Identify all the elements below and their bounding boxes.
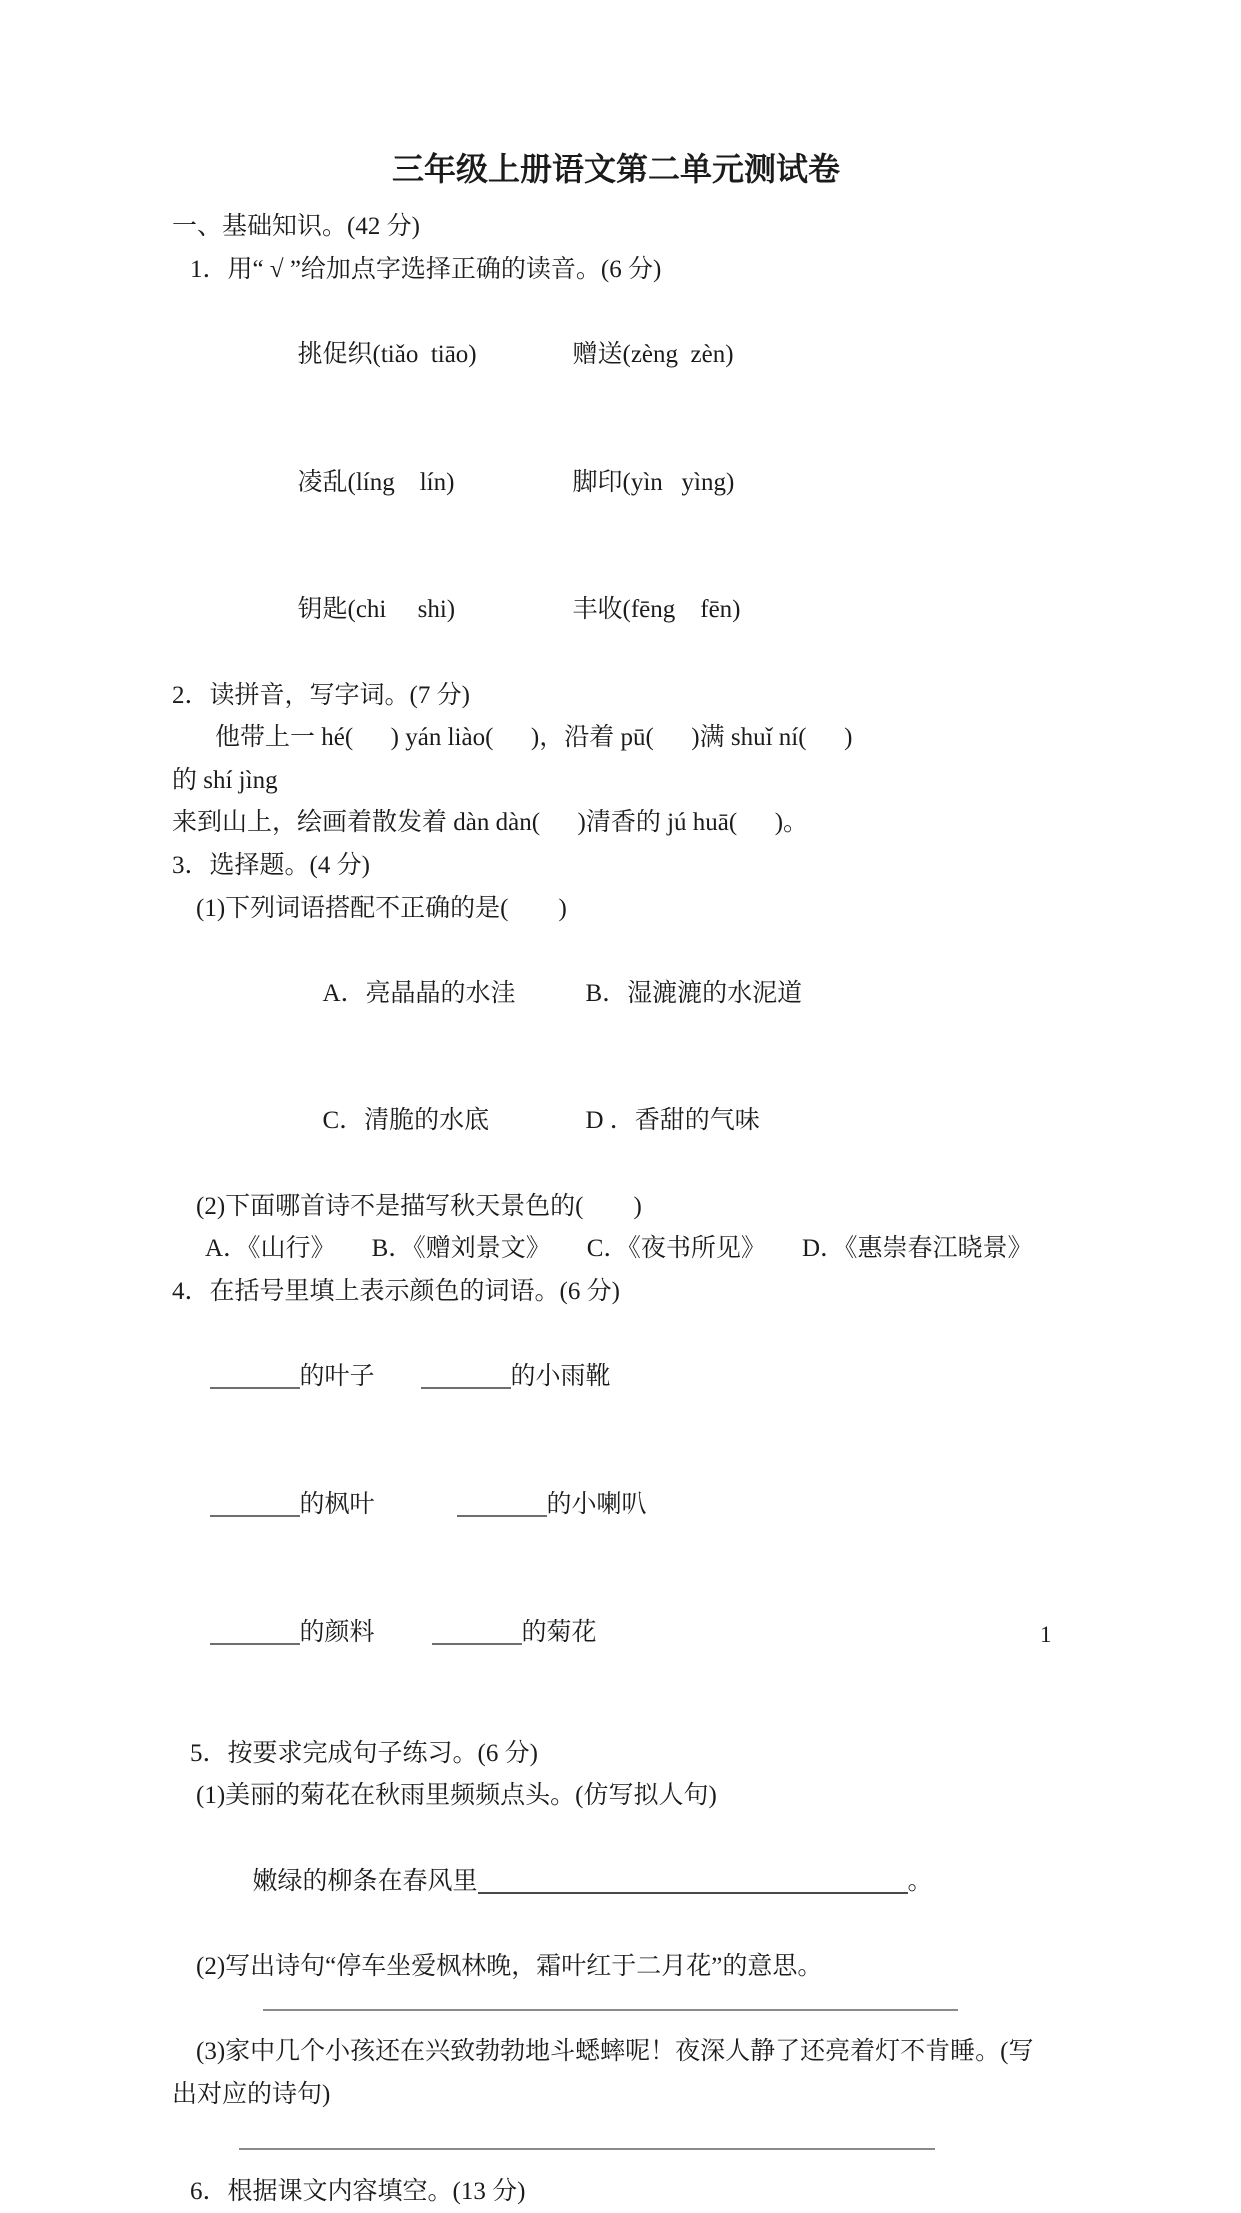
- q6-label: 6．根据课文内容填空。(13 分): [190, 2177, 526, 2205]
- answer-line: [263, 2009, 958, 2011]
- q1-word-pair-left: 挑促织(tiǎo tiāo): [297, 340, 477, 368]
- q3-option-a: A．亮晶晶的水洼: [322, 979, 516, 1007]
- q1-word-pair-right: 脚印(yìn yìng): [572, 468, 735, 496]
- q5-label: 5．按要求完成句子练习。(6 分): [190, 1739, 538, 1767]
- q3-option-c: C．清脆的水底: [322, 1107, 490, 1135]
- page-content: [172, 0, 1060, 2213]
- q4-row: [172, 1313, 1060, 1441]
- q1-row: [172, 547, 1060, 675]
- q5-sub1-answer-line: [172, 1818, 1060, 1946]
- q3-option-b: B．湿漉漉的水泥道: [585, 979, 803, 1007]
- q1-row: [172, 419, 1060, 547]
- q5-sub1-question: (1)美丽的菊花在秋雨里频频点头。(仿写拟人句): [196, 1782, 717, 1810]
- q4-item-left: 的枫叶: [299, 1490, 375, 1518]
- q4-item-right: 的菊花: [521, 1618, 597, 1646]
- q3-label: 3．选择题。(4 分): [172, 851, 370, 879]
- q1-label: 1．用“ √ ”给加点字选择正确的读音。(6 分): [190, 255, 662, 283]
- q2-sentence-line2: 的 shí jìng: [172, 766, 278, 794]
- q4-item-right: 的小雨靴: [510, 1363, 611, 1391]
- q3-sub2-options-row: [172, 1228, 1060, 1271]
- q4-row: [172, 1569, 1060, 1697]
- q1-row: [172, 291, 1060, 419]
- q3-option-d: D ．香甜的气味: [585, 1107, 760, 1135]
- q5-sub2-question: (2)写出诗句“停车坐爱枫林晚，霜叶红于二月花”的意思。: [196, 1952, 823, 1980]
- q4-item-left: 的叶子: [299, 1363, 375, 1391]
- answer-line: [239, 2148, 935, 2150]
- q1-word-pair-left: 钥匙(chi shi): [297, 596, 456, 624]
- fill-blank: [210, 1515, 300, 1517]
- q5-sub3-question-line2: 出对应的诗句): [172, 2080, 331, 2108]
- q5-sub1-answer-period: 。: [907, 1867, 933, 1895]
- q3-sub2-option-c: C．《夜书所见》: [586, 1235, 766, 1263]
- section-heading: 一、基础知识。(42 分): [172, 213, 420, 240]
- fill-blank: [421, 1387, 511, 1389]
- q3-sub2-option-a: A．《山行》: [205, 1235, 336, 1263]
- q5-sub2-answer-slot: [172, 1988, 1060, 2031]
- fill-blank: [210, 1643, 300, 1645]
- fill-blank: [432, 1643, 522, 1645]
- q5-sub1-answer-prefix: 嫩绿的柳条在春风里: [252, 1867, 478, 1895]
- q3-sub1-question: (1)下列词语搭配不正确的是( ): [196, 894, 567, 922]
- q3-sub2-option-b: B．《赠刘景文》: [371, 1235, 551, 1263]
- q1-word-pair-right: 丰收(fēng fēn): [572, 596, 741, 624]
- q4-item-left: 的颜料: [299, 1618, 375, 1646]
- q3-sub1-options-row: [172, 930, 1060, 1058]
- q5-sub3-answer-slot: [172, 2128, 1060, 2171]
- q4-row: [172, 1441, 1060, 1569]
- q4-item-right: 的小喇叭: [546, 1490, 647, 1518]
- fill-blank: [478, 1892, 908, 1894]
- fill-blank: [210, 1387, 300, 1389]
- q1-word-pair-left: 凌乱(líng lín): [297, 468, 455, 496]
- q2-label: 2．读拼音，写字词。(7 分): [172, 681, 470, 709]
- q3-sub2-question: (2)下面哪首诗不是描写秋天景色的( ): [196, 1192, 642, 1220]
- q3-sub2-option-d: D．《惠崇春江晓景》: [801, 1235, 1033, 1263]
- q1-word-pair-right: 赠送(zèng zèn): [572, 340, 734, 368]
- q4-label: 4．在括号里填上表示颜色的词语。(6 分): [172, 1277, 620, 1305]
- q5-sub3-question-line1: (3)家中几个小孩还在兴致勃勃地斗蟋蟀呢！夜深人静了还亮着灯不肯睡。(写: [196, 2037, 1034, 2065]
- q3-sub1-options-row: [172, 1058, 1060, 1186]
- q2-sentence-line3: 来到山上，绘画着散发着 dàn dàn( )清香的 jú huā( )。: [172, 809, 809, 837]
- q2-sentence-line1: 他带上一 hé( ) yán liào( )，沿着 pū( )满 shuǐ ní( ): [215, 724, 853, 752]
- fill-blank: [457, 1515, 547, 1517]
- page-title: 三年级上册语文第二单元测试卷: [391, 151, 840, 187]
- page-number: 1: [1040, 1622, 1052, 1647]
